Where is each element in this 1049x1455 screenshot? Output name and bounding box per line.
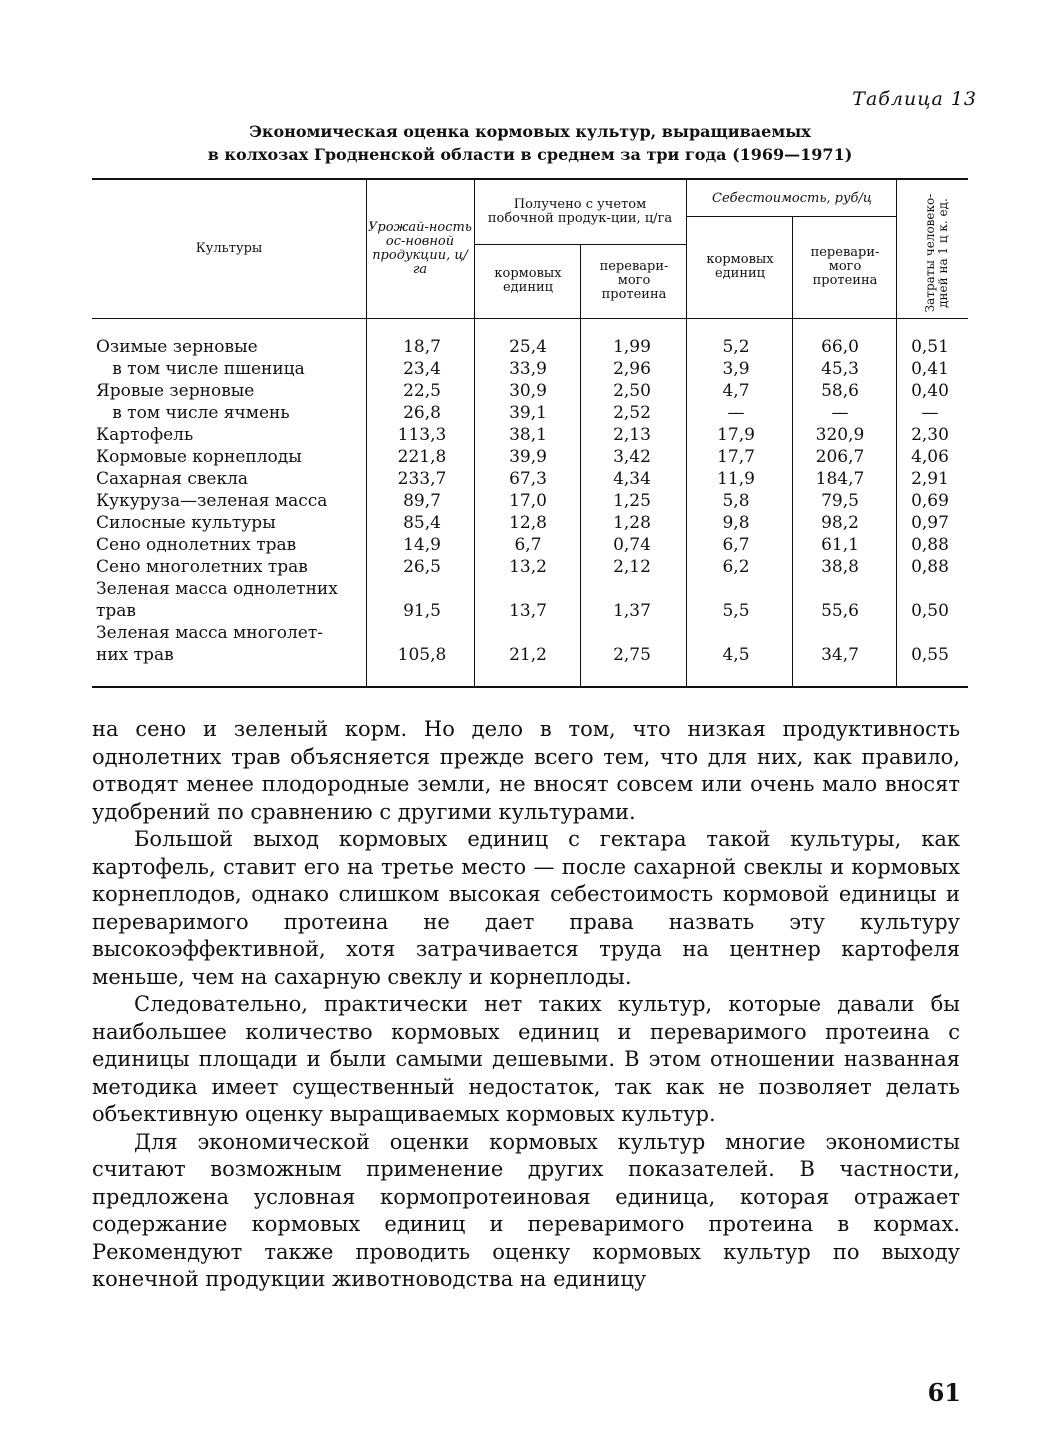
row-yield: 91,5 xyxy=(403,601,441,621)
row-cost-protein: 206,7 xyxy=(815,447,865,467)
table-row xyxy=(92,336,968,358)
row-cost-protein: 98,2 xyxy=(821,513,859,533)
row-cost-protein: 55,6 xyxy=(821,601,859,621)
row-crop: Силосные культуры xyxy=(96,513,276,533)
row-protein: 2,75 xyxy=(613,645,651,665)
row-protein: 2,52 xyxy=(613,403,651,423)
row-cost-protein: 45,3 xyxy=(821,359,859,379)
table-caption xyxy=(90,120,970,166)
row-cost-feed: 17,7 xyxy=(717,447,755,467)
table-header-rule xyxy=(92,318,968,319)
row-crop: Кукуруза—зеленая масса xyxy=(96,491,328,511)
row-labor: 0,69 xyxy=(911,491,949,511)
row-protein: 1,37 xyxy=(613,601,651,621)
row-labor: — xyxy=(921,403,939,423)
row-protein: 1,25 xyxy=(613,491,651,511)
paragraph: Следовательно, практически нет таких культур, которые давали бы наибольшее количество кормовых единиц и переваримого протеина с единицы площади и были самыми дешевыми. В этом отношении названная методика имеет существенный недостаток, так как не позволяет делать объективную оценку выращиваемых кормовых культур. xyxy=(92,992,960,1126)
paragraph: на сено и зеленый корм. Но дело в том, что низкая продуктивность однолетних трав объясняется прежде всего тем, что для них, как правило, отводят менее плодородные земли, не вносят совсем или очень мало вносят удобрений по сравнению с другими культурами. xyxy=(92,717,960,824)
row-crop: Кормовые корнеплоды xyxy=(96,447,302,467)
row-crop: Сено однолетних трав xyxy=(96,535,297,555)
row-yield: 26,8 xyxy=(403,403,441,423)
row-yield: 14,9 xyxy=(403,535,441,555)
table-row xyxy=(92,578,968,622)
row-feed: 13,2 xyxy=(509,557,547,577)
table-row xyxy=(92,358,968,380)
table-row xyxy=(92,534,968,556)
row-protein: 2,50 xyxy=(613,381,651,401)
row-yield: 105,8 xyxy=(397,645,447,665)
paragraph: Для экономической оценки кормовых культур многие экономисты считают возможным применение других показателей. В частности, предложена условная кормопротеиновая единица, которая отражает содержание кормовых единиц и переваримого протеина в кормах. Рекомендуют также проводить оценку кормовых культур по выходу конечной продукции животноводства на единицу xyxy=(92,1129,960,1291)
row-feed: 13,7 xyxy=(509,601,547,621)
table-row xyxy=(92,380,968,402)
row-protein: 0,74 xyxy=(613,535,651,555)
row-labor: 2,30 xyxy=(911,425,949,445)
row-feed: 12,8 xyxy=(509,513,547,533)
row-crop: Сено многолетних трав xyxy=(96,557,308,577)
row-protein: 2,13 xyxy=(613,425,651,445)
row-cost-protein: 58,6 xyxy=(821,381,859,401)
row-feed: 67,3 xyxy=(509,469,547,489)
row-crop: Зеленая масса однолетних трав xyxy=(96,579,338,621)
row-yield: 85,4 xyxy=(403,513,441,533)
table-row xyxy=(92,490,968,512)
row-protein: 1,99 xyxy=(613,337,651,357)
row-protein: 1,28 xyxy=(613,513,651,533)
row-yield: 22,5 xyxy=(403,381,441,401)
table-row xyxy=(92,512,968,534)
subheader-rule xyxy=(474,244,686,245)
table-row xyxy=(92,468,968,490)
row-cost-feed: 6,2 xyxy=(722,557,750,577)
row-cost-protein: 184,7 xyxy=(815,469,865,489)
paragraph: Большой выход кормовых единиц с гектара такой культуры, как картофель, ставит его на третье место — после сахарной свеклы и кормовых корнеплодов, однако слишком высокая себестоимость кормовой единицы и переваримого протеина не дает права назвать эту культуру высокоэффективной, хотя затрачивается труда на центнер картофеля меньше, чем на сахарную свеклу и корнеплоды. xyxy=(92,827,960,989)
row-feed: 25,4 xyxy=(509,337,547,357)
row-crop: Озимые зерновые xyxy=(96,337,258,357)
row-cost-protein: — xyxy=(831,403,849,423)
row-labor: 0,88 xyxy=(911,535,949,555)
subheader-rule xyxy=(686,216,896,217)
row-labor: 0,41 xyxy=(911,359,949,379)
header-cost-feed: кормовых единиц xyxy=(706,252,774,281)
row-cost-feed: 5,2 xyxy=(722,337,750,357)
table-row xyxy=(92,556,968,578)
row-labor: 0,88 xyxy=(911,557,949,577)
row-crop: Сахарная свекла xyxy=(96,469,249,489)
row-labor: 0,40 xyxy=(911,381,949,401)
row-cost-feed: 3,9 xyxy=(722,359,750,379)
row-labor: 4,06 xyxy=(911,447,949,467)
header-obtained: Получено с учетом побочной продук-ции, ц/га xyxy=(487,197,673,226)
row-crop: Картофель xyxy=(96,425,194,445)
header-cost: Себестоимость, руб/ц xyxy=(712,191,872,206)
row-cost-feed: 11,9 xyxy=(717,469,755,489)
row-cost-feed: 5,8 xyxy=(722,491,750,511)
table-row xyxy=(92,402,968,424)
header-obtained-protein: перевари-мого протеина xyxy=(599,259,669,302)
row-cost-feed: 17,9 xyxy=(717,425,755,445)
row-labor: 0,97 xyxy=(911,513,949,533)
header-obtained-feed: кормовых единиц xyxy=(494,266,562,295)
row-protein: 2,96 xyxy=(613,359,651,379)
row-cost-protein: 79,5 xyxy=(821,491,859,511)
row-cost-protein: 34,7 xyxy=(821,645,859,665)
row-crop: Зеленая масса многолет- них трав xyxy=(96,623,323,665)
row-yield: 233,7 xyxy=(397,469,447,489)
row-feed: 21,2 xyxy=(509,645,547,665)
row-cost-protein: 38,8 xyxy=(821,557,859,577)
table-row xyxy=(92,622,968,666)
table-label: Таблица 13 xyxy=(852,88,977,110)
row-cost-feed: 9,8 xyxy=(722,513,750,533)
row-cost-feed: 6,7 xyxy=(722,535,750,555)
row-cost-feed: — xyxy=(727,403,745,423)
row-yield: 23,4 xyxy=(403,359,441,379)
row-cost-protein: 66,0 xyxy=(821,337,859,357)
row-cost-feed: 5,5 xyxy=(722,601,750,621)
row-crop: в том числе пшеница xyxy=(96,359,305,379)
row-labor: 0,50 xyxy=(911,601,949,621)
row-labor: 2,91 xyxy=(911,469,949,489)
row-labor: 0,51 xyxy=(911,337,949,357)
caption-line-2: в колхозах Гродненской области в среднем за три года (1969—1971) xyxy=(207,145,853,164)
row-feed: 38,1 xyxy=(509,425,547,445)
row-yield: 18,7 xyxy=(403,337,441,357)
row-protein: 2,12 xyxy=(613,557,651,577)
row-yield: 113,3 xyxy=(397,425,447,445)
header-labor: Затраты человеко-дней на 1 ц к. ед. xyxy=(923,193,950,313)
row-feed: 6,7 xyxy=(514,535,542,555)
row-crop: в том числе ячмень xyxy=(96,403,290,423)
row-crop: Яровые зерновые xyxy=(96,381,255,401)
row-cost-protein: 61,1 xyxy=(821,535,859,555)
table-row xyxy=(92,424,968,446)
row-cost-protein: 320,9 xyxy=(815,425,865,445)
page-number: 61 xyxy=(927,1378,961,1407)
table-bottom-rule xyxy=(92,686,968,688)
table-body xyxy=(92,336,968,666)
row-protein: 4,34 xyxy=(613,469,651,489)
header-cost-protein: перевари-мого протеина xyxy=(810,245,880,288)
row-yield: 89,7 xyxy=(403,491,441,511)
row-feed: 30,9 xyxy=(509,381,547,401)
row-feed: 39,1 xyxy=(509,403,547,423)
caption-line-1: Экономическая оценка кормовых культур, выращиваемых xyxy=(249,122,811,141)
body-text xyxy=(92,716,960,1294)
row-labor: 0,55 xyxy=(911,645,949,665)
row-protein: 3,42 xyxy=(613,447,651,467)
row-feed: 39,9 xyxy=(509,447,547,467)
row-cost-feed: 4,5 xyxy=(722,645,750,665)
row-yield: 221,8 xyxy=(397,447,447,467)
row-feed: 17,0 xyxy=(509,491,547,511)
header-crop: Культуры xyxy=(195,241,263,256)
table-row xyxy=(92,446,968,468)
header-yield: Урожай-ность ос-новной продукции, ц/га xyxy=(368,220,472,277)
row-feed: 33,9 xyxy=(509,359,547,379)
row-yield: 26,5 xyxy=(403,557,441,577)
row-cost-feed: 4,7 xyxy=(722,381,750,401)
